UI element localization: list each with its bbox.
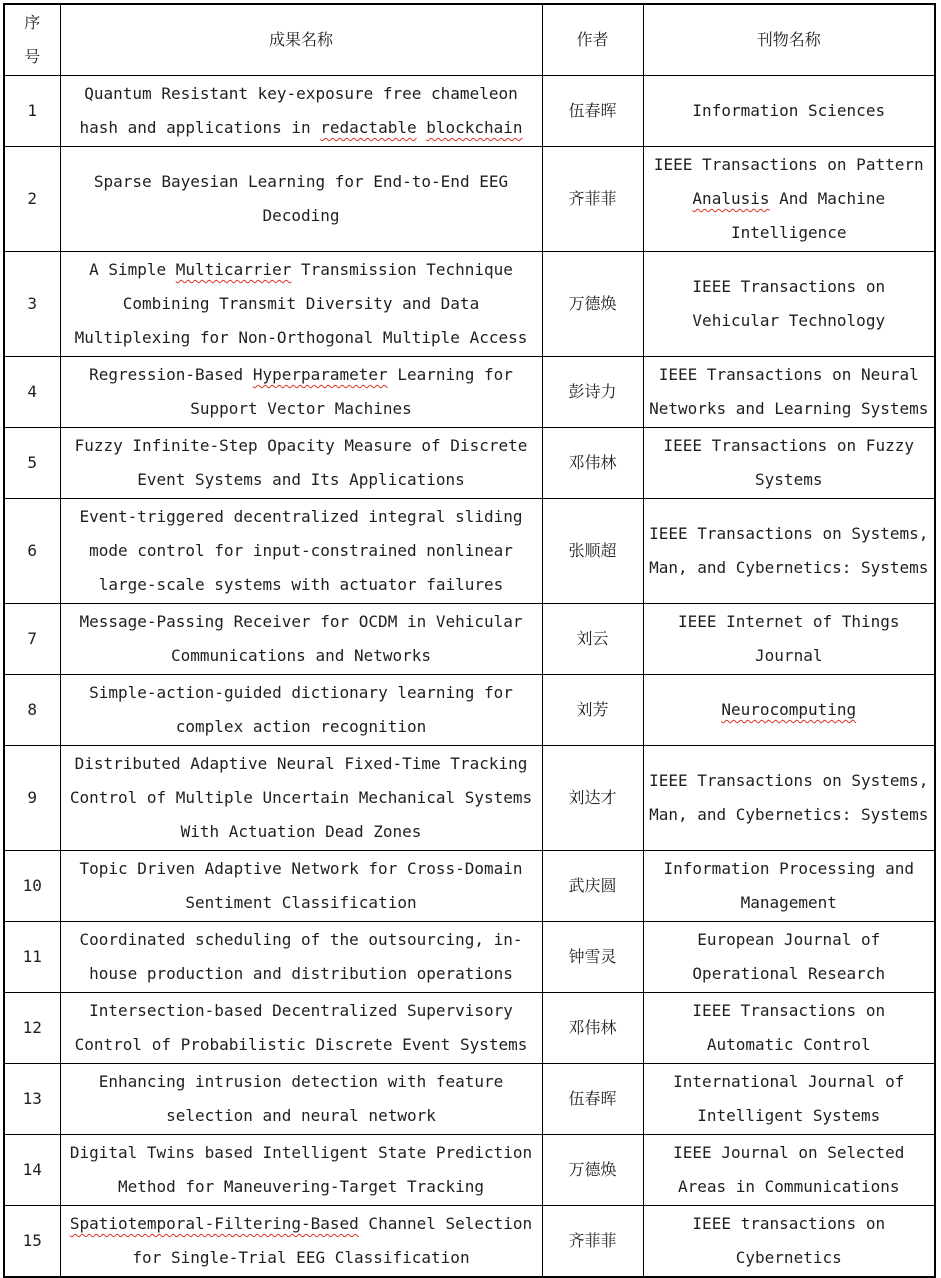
cell-author: 万德焕	[542, 1135, 643, 1206]
table-row	[4, 1206, 935, 1278]
header-author: 作者	[542, 4, 643, 76]
cell-title: Digital Twins based Intelligent State Prediction Method for Maneuvering-Target Tracking	[60, 1135, 542, 1206]
table-row	[4, 851, 935, 922]
table-row	[4, 357, 935, 428]
cell-journal: International Journal of Intelligent Systems	[643, 1064, 935, 1135]
header-title: 成果名称	[60, 4, 542, 76]
cell-journal: IEEE Transactions on Pattern Analusis And Machine Intelligence	[643, 147, 935, 252]
table-row	[4, 1064, 935, 1135]
misspelled-word: Multicarrier	[175, 260, 292, 279]
table-body	[4, 76, 935, 1278]
cell-title: Event-triggered decentralized integral sliding mode control for input-constrained nonlinear large-scale systems with actuator failures	[60, 499, 542, 604]
table-row	[4, 746, 935, 851]
misspelled-word: Spatiotemporal-Filtering-Based	[69, 1214, 359, 1233]
cell-index: 3	[4, 252, 60, 357]
cell-title: Topic Driven Adaptive Network for Cross-Domain Sentiment Classification	[60, 851, 542, 922]
table-row	[4, 252, 935, 357]
cell-title: Regression-Based Hyperparameter Learning for Support Vector Machines	[60, 357, 542, 428]
cell-index: 5	[4, 428, 60, 499]
cell-author: 伍春晖	[542, 76, 643, 147]
header-journal: 刊物名称	[643, 4, 935, 76]
table-row	[4, 147, 935, 252]
cell-title: Quantum Resistant key-exposure free chameleon hash and applications in redactable blockchain	[60, 76, 542, 147]
table-row	[4, 428, 935, 499]
cell-journal: Information Sciences	[643, 76, 935, 147]
table-row	[4, 604, 935, 675]
cell-author: 钟雪灵	[542, 922, 643, 993]
cell-author: 武庆圆	[542, 851, 643, 922]
cell-author: 齐菲菲	[542, 147, 643, 252]
cell-title: Simple-action-guided dictionary learning for complex action recognition	[60, 675, 542, 746]
table-row	[4, 76, 935, 147]
cell-index: 8	[4, 675, 60, 746]
cell-index: 4	[4, 357, 60, 428]
table-row	[4, 993, 935, 1064]
cell-index: 7	[4, 604, 60, 675]
header-index-label: 序号	[24, 13, 41, 66]
cell-journal: IEEE Journal on Selected Areas in Communications	[643, 1135, 935, 1206]
cell-index: 6	[4, 499, 60, 604]
cell-title: Coordinated scheduling of the outsourcing, in-house production and distribution operations	[60, 922, 542, 993]
cell-author: 刘芳	[542, 675, 643, 746]
cell-index: 9	[4, 746, 60, 851]
misspelled-word: Neurocomputing	[721, 700, 857, 719]
cell-author: 彭诗力	[542, 357, 643, 428]
cell-author: 邓伟林	[542, 428, 643, 499]
cell-title: Distributed Adaptive Neural Fixed-Time Tracking Control of Multiple Uncertain Mechanical Systems With Actuation Dead Zones	[60, 746, 542, 851]
cell-author: 邓伟林	[542, 993, 643, 1064]
cell-author: 万德焕	[542, 252, 643, 357]
cell-index: 2	[4, 147, 60, 252]
cell-index: 14	[4, 1135, 60, 1206]
cell-index: 1	[4, 76, 60, 147]
misspelled-word: blockchain	[426, 118, 523, 137]
cell-author: 齐菲菲	[542, 1206, 643, 1278]
misspelled-word: Hyperparameter	[252, 365, 388, 384]
cell-author: 刘云	[542, 604, 643, 675]
cell-journal: IEEE Transactions on Neural Networks and Learning Systems	[643, 357, 935, 428]
cell-journal: IEEE Transactions on Systems, Man, and Cybernetics: Systems	[643, 746, 935, 851]
cell-index: 12	[4, 993, 60, 1064]
cell-title: Enhancing intrusion detection with feature selection and neural network	[60, 1064, 542, 1135]
table-row	[4, 499, 935, 604]
cell-journal	[643, 675, 935, 746]
cell-index: 11	[4, 922, 60, 993]
header-index	[4, 4, 60, 76]
cell-author: 刘达才	[542, 746, 643, 851]
table-row	[4, 1135, 935, 1206]
cell-author: 张顺超	[542, 499, 643, 604]
cell-journal: IEEE Internet of Things Journal	[643, 604, 935, 675]
cell-journal: IEEE Transactions on Fuzzy Systems	[643, 428, 935, 499]
cell-author: 伍春晖	[542, 1064, 643, 1135]
cell-title: Message-Passing Receiver for OCDM in Vehicular Communications and Networks	[60, 604, 542, 675]
table-row	[4, 922, 935, 993]
cell-journal: European Journal of Operational Research	[643, 922, 935, 993]
cell-title: A Simple Multicarrier Transmission Technique Combining Transmit Diversity and Data Multiplexing for Non-Orthogonal Multiple Access	[60, 252, 542, 357]
cell-title: Sparse Bayesian Learning for End-to-End EEG Decoding	[60, 147, 542, 252]
cell-title: Intersection-based Decentralized Supervisory Control of Probabilistic Discrete Event Systems	[60, 993, 542, 1064]
cell-journal: Information Processing and Management	[643, 851, 935, 922]
cell-title: Fuzzy Infinite-Step Opacity Measure of Discrete Event Systems and Its Applications	[60, 428, 542, 499]
cell-index: 15	[4, 1206, 60, 1278]
cell-index: 13	[4, 1064, 60, 1135]
cell-journal: IEEE Transactions on Systems, Man, and Cybernetics: Systems	[643, 499, 935, 604]
misspelled-word: redactable	[320, 118, 417, 137]
cell-journal: IEEE Transactions on Vehicular Technology	[643, 252, 935, 357]
misspelled-word: Analusis	[692, 189, 770, 208]
publications-table	[3, 3, 936, 1278]
table-row	[4, 675, 935, 746]
header-row	[4, 4, 935, 76]
cell-journal: IEEE transactions on Cybernetics	[643, 1206, 935, 1278]
cell-journal: IEEE Transactions on Automatic Control	[643, 993, 935, 1064]
cell-index: 10	[4, 851, 60, 922]
cell-title: Spatiotemporal-Filtering-Based Channel Selection for Single-Trial EEG Classification	[60, 1206, 542, 1278]
